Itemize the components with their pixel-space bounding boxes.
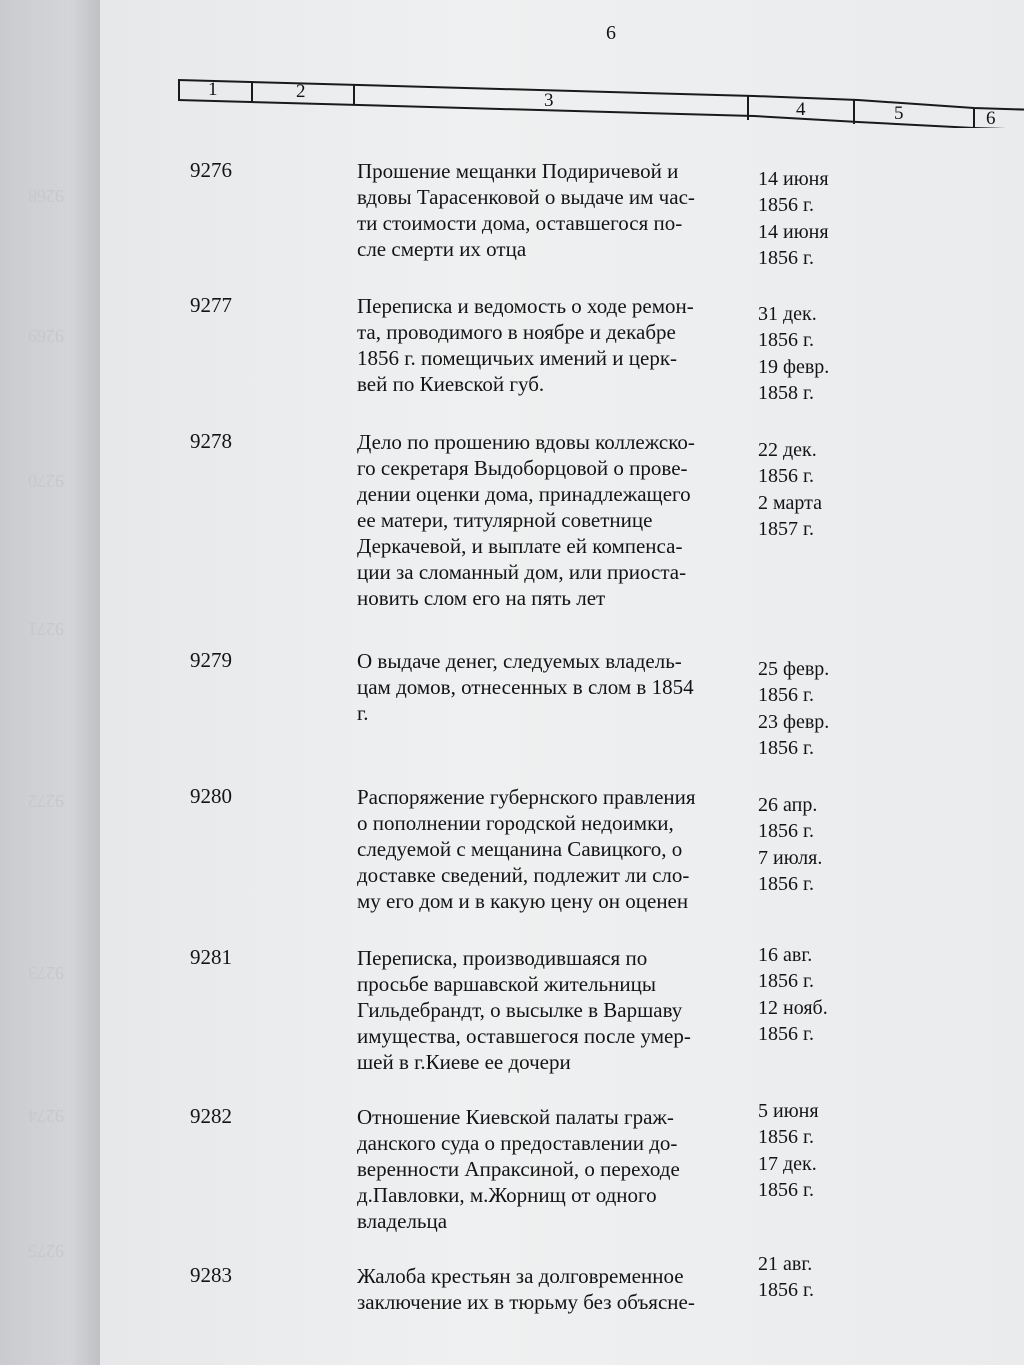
date-line: 17 дек. (758, 1152, 817, 1175)
description-line: ти стоимости дома, оставшегося по- (357, 211, 683, 235)
description-line: Переписка и ведомость о ходе ремон- (357, 294, 694, 318)
date-line: 1856 г. (758, 1179, 814, 1202)
date-line: 1856 г. (758, 737, 814, 760)
record-number: 9283 (190, 1263, 232, 1287)
date-line: 1856 г. (758, 684, 814, 707)
record-dates (758, 942, 868, 1048)
date-line: 1856 г. (758, 970, 814, 993)
record-description (357, 158, 742, 262)
description-line: та, проводимого в ноябре и декабре (357, 320, 676, 344)
record-dates (758, 792, 868, 898)
margin-number: 9274 (28, 1106, 64, 1126)
description-line: Переписка, производившаяся по (357, 946, 648, 970)
date-line: 19 февр. (758, 355, 830, 378)
description-line: г. (357, 701, 369, 725)
date-line: 31 дек. (758, 303, 817, 325)
description-line: вдовы Тарасенковой о выдаче им час- (357, 185, 695, 209)
record-description (357, 293, 742, 397)
column-header-3: 3 (544, 90, 554, 111)
date-line: 1857 г. (758, 518, 814, 541)
margin-number: 9272 (28, 791, 64, 811)
record-description (357, 429, 742, 611)
description-line: д.Павловки, м.Жорнищ от одного (357, 1183, 657, 1207)
description-line: Отношение Киевской палаты граж- (357, 1105, 674, 1129)
description-line: го секретаря Выдоборцовой о прове- (357, 456, 688, 480)
description-line: вей по Киевской губ. (357, 372, 545, 396)
description-line: 1856 г. помещичьих имений и церк- (357, 346, 678, 370)
description-line: веренности Апраксиной, о переходе (357, 1157, 680, 1181)
description-line: Прошение мещанки Подиричевой и (357, 159, 679, 183)
column-header-1: 1 (208, 79, 218, 100)
description-line: просьбе варшавской жительницы (357, 972, 656, 996)
description-line: му его дом и в какую цену он оценен (357, 889, 689, 913)
record-description (357, 945, 742, 1075)
margin-number: 9275 (28, 1241, 64, 1261)
record-number: 9279 (190, 648, 232, 672)
date-line: 1856 г. (758, 820, 814, 843)
date-line: 22 дек. (758, 439, 817, 461)
description-line: шей в г.Киеве ее дочери (357, 1050, 571, 1074)
description-line: Деркачевой, и выплате ей компенса- (357, 534, 683, 558)
date-line: 1856 г. (758, 194, 814, 217)
date-line: 1856 г. (758, 1279, 814, 1302)
date-line: 1856 г. (758, 1023, 814, 1046)
record-number: 9280 (190, 784, 232, 808)
description-line: следуемой с мещанина Савицкого, о (357, 837, 683, 861)
date-line: 1856 г. (758, 1126, 814, 1149)
description-line: сле смерти их отца (357, 237, 527, 261)
description-line: ее матери, титулярной советнице (357, 508, 653, 532)
date-line: 12 нояб. (758, 996, 828, 1019)
description-line: дении оценки дома, принадлежащего (357, 482, 691, 506)
margin-number: 9271 (28, 619, 64, 639)
record-dates (758, 166, 868, 272)
description-line: Гильдебрандт, о высылке в Варшаву (357, 998, 683, 1022)
description-line: О выдаче денег, следуемых владель- (357, 649, 682, 673)
date-line: 7 июля. (758, 846, 823, 869)
description-line: новить слом его на пять лет (357, 586, 606, 610)
description-line: Жалоба крестьян за долговременное (357, 1264, 684, 1288)
date-line: 5 июня (758, 1100, 819, 1122)
description-line: имущества, оставшегося после умер- (357, 1024, 691, 1048)
description-line: ции за сломанный дом, или приоста- (357, 560, 687, 584)
record-number: 9282 (190, 1104, 232, 1128)
record-number: 9278 (190, 429, 232, 453)
record-dates (758, 301, 868, 407)
margin-number: 9273 (28, 963, 64, 983)
record-number: 9276 (190, 158, 232, 182)
description-line: владельца (357, 1209, 448, 1233)
date-line: 14 июня (758, 220, 829, 243)
date-line: 21 авг. (758, 1253, 813, 1275)
record-number: 9277 (190, 293, 232, 317)
margin-number: 9269 (28, 326, 64, 346)
record-description (357, 784, 742, 914)
record-description (357, 1104, 742, 1234)
margin-number: 9268 (28, 186, 64, 206)
description-line: цам домов, отнесенных в слом в 1854 (357, 675, 694, 699)
column-header-row (178, 78, 1024, 129)
date-line: 25 февр. (758, 658, 830, 680)
record-dates (758, 1098, 868, 1204)
record-dates (758, 1251, 868, 1304)
column-header-5: 5 (894, 103, 904, 124)
record-description (357, 1263, 742, 1315)
date-line: 1856 г. (758, 873, 814, 896)
date-line: 1856 г. (758, 247, 814, 270)
date-line: 14 июня (758, 168, 829, 190)
description-line: о пополнении городской недоимки, (357, 811, 674, 835)
date-line: 2 марта (758, 491, 822, 514)
description-line: данского суда о предоставлении до- (357, 1131, 678, 1155)
column-header-2: 2 (296, 81, 306, 102)
date-line: 1856 г. (758, 465, 814, 488)
description-line: Дело по прошению вдовы коллежско- (357, 430, 695, 454)
description-line: доставке сведений, подлежит ли сло- (357, 863, 690, 887)
description-line: Распоряжение губернского правления (357, 785, 696, 809)
description-line: заключение их в тюрьму без объясне- (357, 1290, 695, 1314)
page-number: 6 (606, 22, 616, 44)
column-header-6: 6 (986, 108, 996, 129)
record-number: 9281 (190, 945, 232, 969)
date-line: 1858 г. (758, 382, 814, 405)
margin-number: 9270 (28, 471, 64, 491)
record-description (357, 648, 742, 726)
record-dates (758, 437, 868, 543)
column-header-4: 4 (796, 99, 806, 120)
date-line: 16 авг. (758, 944, 813, 966)
date-line: 26 апр. (758, 794, 818, 816)
date-line: 23 февр. (758, 710, 830, 733)
date-line: 1856 г. (758, 329, 814, 352)
record-dates (758, 656, 868, 762)
